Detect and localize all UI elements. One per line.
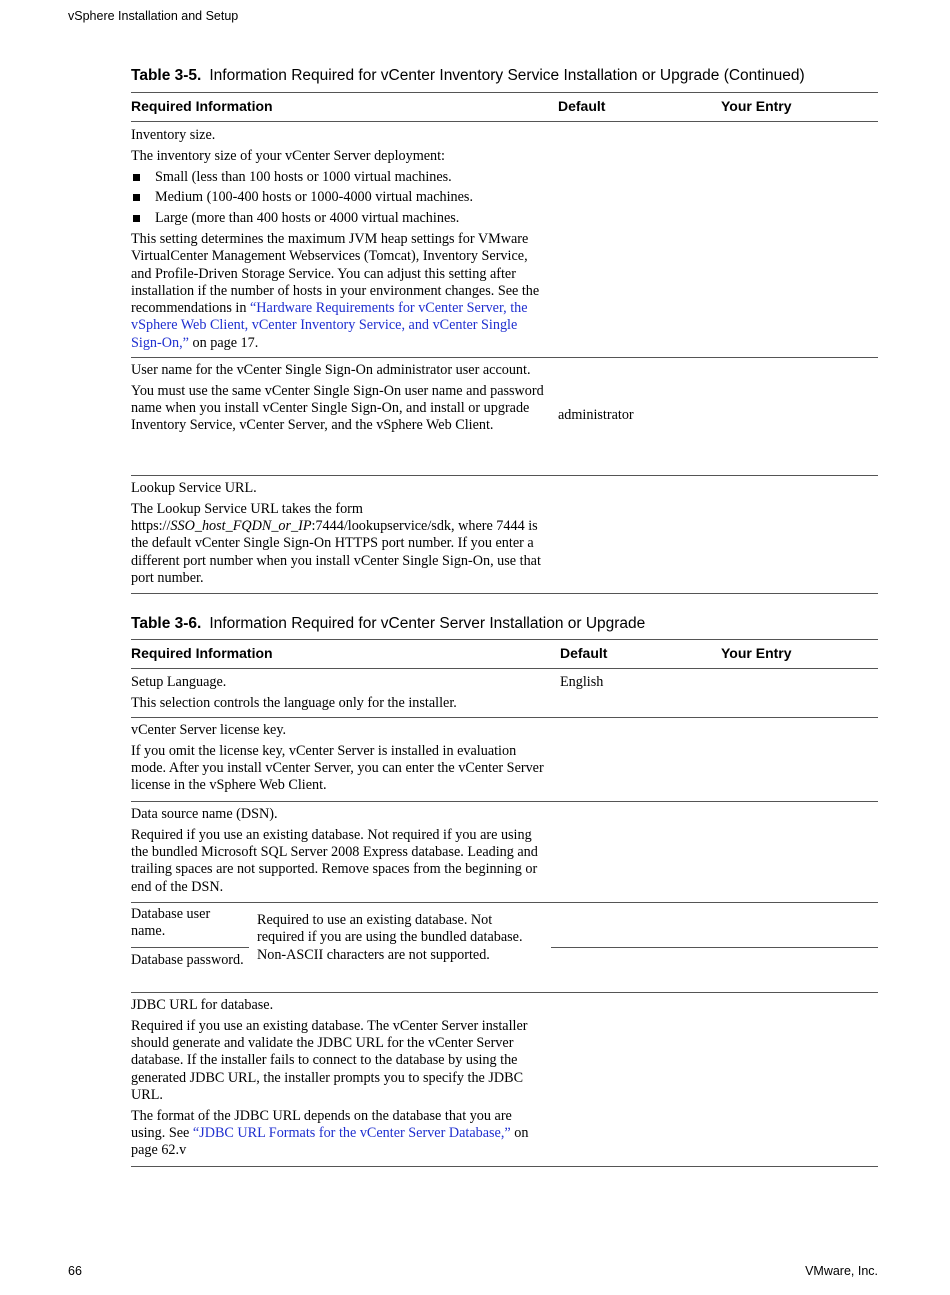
row-note: The format of the JDBC URL depends on the database that you are using. See “JDBC URL Formats for the vCenter Server Database,” on page 62.v: [131, 1107, 529, 1159]
table-row: [131, 806, 546, 899]
row-note: This setting determines the maximum JVM heap settings for VMware VirtualCenter Management Webservices (Tomcat), Inventory Service, and Profile-Driven Storage Service. You can adjust this setting after installation if the number of hosts in your environment changes. See the recommendations in “Hardware Requirements for vCenter Server, the vSphere Web Client, vCenter Inventory Service, and vCenter Single Sign-On,” on page 17.: [131, 230, 540, 351]
row-label: Data source name (DSN).: [131, 806, 278, 822]
table-bottom-rule: [131, 1166, 878, 1167]
row-label: JDBC URL for database.: [131, 997, 274, 1013]
row-divider: [131, 992, 878, 993]
table-row: [131, 127, 546, 356]
row-divider: [131, 475, 878, 476]
row-description: Required if you use an existing database. Not required if you are using the bundled Microsoft SQL Server 2008 Express database. Leading and trailing spaces are not supported. Remove spaces from the beginning or end of the DSN.: [131, 826, 538, 895]
column-header-default: Default: [558, 98, 606, 114]
database-password-label: Database password.: [131, 952, 244, 968]
row-divider: [131, 717, 878, 718]
footer-company: VMware, Inc.: [805, 1264, 878, 1278]
row-description: Required if you use an existing database. The vCenter Server installer should generate and validate the JDBC URL for the vCenter Server database. If the installer fails to connect to the database by using the generated JDBC URL, the installer prompts you to specify the JDBC URL.: [131, 1017, 528, 1103]
table-row: [131, 480, 546, 591]
table-top-rule: [131, 92, 878, 93]
table-3-5-caption: [131, 67, 805, 85]
row-label: Lookup Service URL.: [131, 480, 257, 496]
table-title: Information Required for vCenter Server Installation or Upgrade: [209, 615, 646, 632]
row-label: Setup Language.: [131, 674, 227, 690]
row-description: You must use the same vCenter Single Sign-On user name and password name when you install vCenter Single Sign-On, and install or upgrade Inventory Service, vCenter Server, and the vSphere Web Client.: [131, 382, 544, 434]
list-item: Small (less than 100 hosts or 1000 virtual machines.: [131, 169, 546, 186]
row-description: This selection controls the language only for the installer.: [131, 694, 457, 711]
table-row: [131, 722, 546, 798]
header-bottom-rule: [131, 668, 878, 669]
row-label: vCenter Server license key.: [131, 722, 287, 738]
table-title: Information Required for vCenter Inventory Service Installation or Upgrade (Continued): [209, 67, 805, 84]
table-bottom-rule: [131, 593, 878, 594]
sub-row-divider: [551, 947, 878, 948]
list-item: Large (more than 400 hosts or 4000 virtual machines.: [131, 210, 546, 227]
column-header-required-info: Required Information: [131, 98, 273, 114]
bullet-icon: [133, 194, 140, 201]
row-label: Inventory size.: [131, 127, 216, 143]
default-value: English: [560, 674, 604, 690]
database-user-name-label: Database user name.: [131, 906, 211, 940]
table-number: Table 3-5.: [131, 67, 202, 84]
table-row: [131, 997, 546, 1163]
row-divider: [131, 801, 878, 802]
row-divider: [131, 357, 878, 358]
column-header-your-entry: Your Entry: [721, 645, 792, 661]
running-header: vSphere Installation and Setup: [68, 9, 239, 23]
page-number: 66: [68, 1264, 82, 1278]
table-3-6-caption: [131, 615, 645, 633]
table-row: [131, 674, 546, 716]
row-divider: [131, 902, 878, 903]
table-number: Table 3-6.: [131, 615, 202, 632]
header-bottom-rule: [131, 121, 878, 122]
table-top-rule: [131, 639, 878, 640]
column-header-your-entry: Your Entry: [721, 98, 792, 114]
bullet-icon: [133, 215, 140, 222]
column-header-required-info: Required Information: [131, 645, 273, 661]
table-row: [131, 362, 546, 438]
row-description: The inventory size of your vCenter Server deployment:: [131, 147, 446, 164]
default-value: administrator: [558, 407, 634, 423]
row-description: The Lookup Service URL takes the form https://SSO_host_FQDN_or_IP:7444/lookupservice/sdk, where 7444 is the default vCenter Single Sign-On HTTPS port number. If you enter a different port number when you install vCenter Single Sign-On, use that port number.: [131, 500, 541, 586]
database-credentials-note: Required to use an existing database. Not required if you are using the bundled database. Non-ASCII characters are not supported.: [257, 912, 523, 963]
column-header-default: Default: [560, 645, 608, 661]
bullet-icon: [133, 174, 140, 181]
list-item: Medium (100-400 hosts or 1000-4000 virtual machines.: [131, 189, 546, 206]
row-description: If you omit the license key, vCenter Server is installed in evaluation mode. After you install vCenter Server, you can enter the vCenter Server license in the vSphere Web Client.: [131, 742, 544, 794]
row-label: User name for the vCenter Single Sign-On administrator user account.: [131, 362, 531, 378]
inventory-size-list: [131, 169, 546, 228]
jdbc-url-formats-link[interactable]: “JDBC URL Formats for the vCenter Server Database,”: [192, 1125, 511, 1142]
sub-row-divider: [131, 947, 249, 948]
hardware-requirements-link[interactable]: “Hardware Requirements for vCenter Server, the vSphere Web Client, vCenter Inventory Service, and vCenter Single Sign-On,”: [131, 300, 528, 351]
